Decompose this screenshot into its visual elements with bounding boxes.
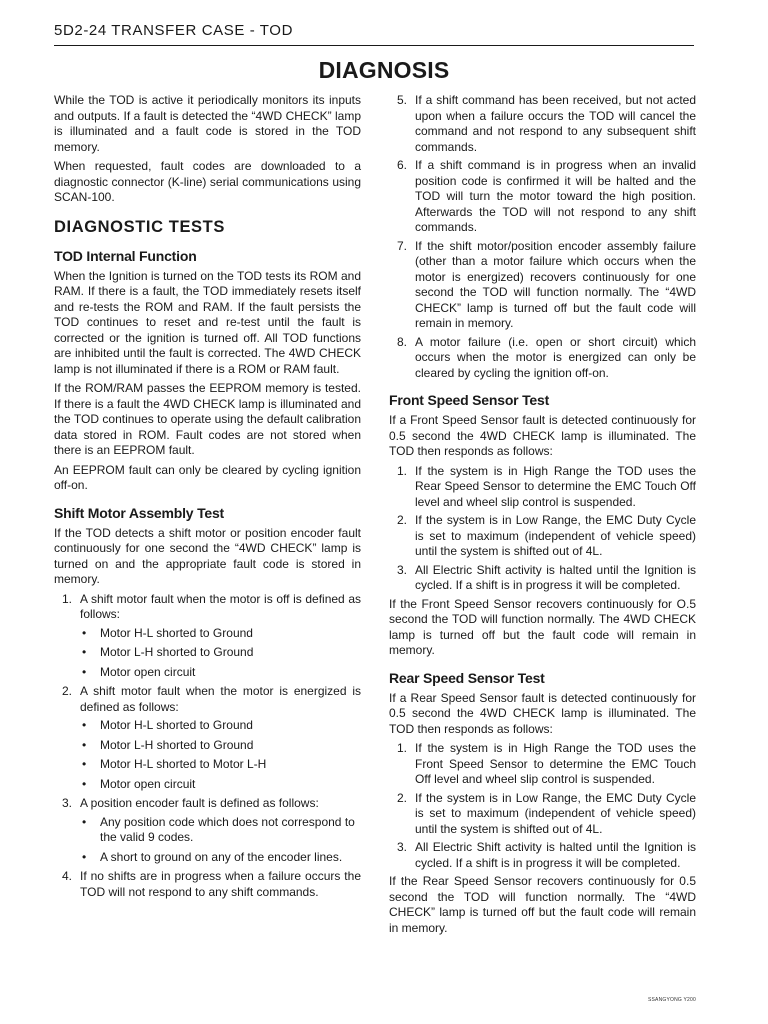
bullet-icon: •: [82, 718, 87, 732]
bullet-item: [80, 815, 361, 846]
list-item-text: A shift motor fault when the motor is off is defined as follows:: [80, 591, 361, 621]
body-paragraph: If the TOD detects a shift motor or position encoder fault continuously for one second the “4WD CHECK” lamp is turned on and the appropriate fault code is stored in memory.: [54, 525, 361, 586]
list-item-text: A motor failure (i.e. open or short circuit) which occurs when the motor is energized can only be cleared by cycling the ignition off-on.: [415, 334, 696, 380]
subsection-heading-front-speed-sensor: Front Speed Sensor Test: [389, 392, 550, 408]
list-item: [389, 513, 696, 560]
bullet-list: [80, 718, 361, 792]
list-item: [389, 93, 696, 155]
list-number: 5.: [397, 93, 408, 107]
list-item: [389, 791, 696, 838]
bullet-icon: •: [82, 737, 87, 752]
body-paragraph: If a Rear Speed Sensor fault is detected continuously for 0.5 second the 4WD CHECK lamp is illuminated. The TOD then responds as follows:: [389, 690, 696, 736]
list-item: [389, 840, 696, 871]
bullet-icon: •: [82, 776, 87, 791]
bullet-icon: •: [82, 645, 87, 659]
list-item-text: If the system is in Low Range, the EMC Duty Cycle is set to maximum (independent of vehicle speed) until the system is shifted out of 4L.: [415, 790, 696, 836]
list-item-text: If the system is in High Range the TOD uses the Front Speed Sensor to determine the EMC Touch Off level and wheel slip control is suspended.: [415, 741, 696, 786]
body-paragraph: An EEPROM fault can only be cleared by cycling ignition off-on.: [54, 462, 361, 492]
list-number: 2.: [62, 684, 73, 698]
bullet-text: Motor H-L shorted to Motor L-H: [100, 757, 267, 771]
list-item: [389, 239, 696, 332]
shift-motor-list-continued: [389, 93, 696, 381]
right-column: [389, 93, 696, 940]
list-number: 2.: [397, 513, 408, 527]
front-sensor-list: [389, 464, 696, 594]
list-item: [389, 563, 696, 594]
list-item-text: All Electric Shift activity is halted until the Ignition is cycled. If a shift is in progress it will be completed.: [415, 562, 696, 592]
subsection-heading-shift-motor: Shift Motor Assembly Test: [54, 504, 225, 521]
list-number: 4.: [62, 869, 73, 883]
bullet-icon: •: [82, 625, 87, 640]
header-rule: [54, 45, 694, 46]
list-number: 8.: [397, 334, 408, 349]
shift-motor-list: [54, 592, 361, 901]
list-item: [54, 869, 361, 900]
subsection-heading-internal-function: TOD Internal Function: [54, 247, 197, 264]
bullet-icon: •: [82, 814, 87, 829]
left-column: [54, 93, 361, 903]
bullet-list: [80, 626, 361, 681]
bullet-text: Motor L-H shorted to Ground: [100, 737, 254, 752]
list-item-text: A position encoder fault is defined as follows:: [80, 796, 319, 810]
list-item: [54, 684, 361, 792]
list-item-text: If the system is in High Range the TOD uses the Rear Speed Sensor to determine the EMC Touch Off level and wheel slip control is suspended.: [415, 463, 696, 509]
section-heading-diagnostic-tests: DIAGNOSTIC TESTS: [54, 217, 225, 236]
bullet-item: [80, 757, 361, 773]
body-paragraph: If the Rear Speed Sensor recovers continuously for 0.5 second the TOD will function normally. The “4WD CHECK” lamp is turned off but the fault code will remain in memory.: [389, 874, 696, 935]
bullet-icon: •: [82, 757, 87, 771]
list-item-text: If no shifts are in progress when a failure occurs the TOD will not respond to any shift commands.: [80, 869, 361, 899]
list-number: 1.: [397, 463, 408, 478]
page-title: DIAGNOSIS: [318, 57, 450, 83]
bullet-item: [80, 645, 361, 661]
body-paragraph: If the ROM/RAM passes the EEPROM memory is tested. If there is a fault the 4WD CHECK lamp is illuminated and the TOD continues to operate using the default calibration data stored in ROM. Fault codes are not stored when there is an EEPROM fault.: [54, 381, 361, 457]
bullet-item: [80, 665, 361, 681]
body-paragraph: If the Front Speed Sensor recovers continuously for O.5 second the TOD will function normally. The 4WD CHECK lamp is turned off but the fault code will remain in memory.: [389, 596, 696, 657]
list-number: 1.: [62, 591, 73, 606]
list-item-text: If the shift motor/position encoder assembly failure (other than a motor failure which occurs when the motor is energized) recovers continuously for one second the TOD will function normally. The “4WD CHECK” lamp is turned off but the fault code will remain in memory.: [415, 238, 696, 330]
bullet-text: Motor open circuit: [100, 776, 196, 791]
bullet-item: [80, 850, 361, 866]
page-header: 5D2-24 TRANSFER CASE - TOD: [54, 22, 293, 39]
bullet-item: [80, 777, 361, 793]
list-number: 3.: [62, 796, 73, 810]
list-item: [54, 592, 361, 681]
list-item: [389, 335, 696, 382]
bullet-list: [80, 815, 361, 866]
intro-paragraph: When requested, fault codes are downloaded to a diagnostic connector (K-line) serial communications using SCAN-100.: [54, 159, 361, 204]
list-item-text: If a shift command is in progress when an invalid position code is confirmed it will be halted and the TOD will turn the motor toward the high position. Afterwards the TOD will not respond to any shift commands.: [415, 158, 696, 234]
list-number: 7.: [397, 238, 408, 253]
list-item: [389, 741, 696, 788]
list-item: [389, 158, 696, 236]
list-item-text: A shift motor fault when the motor is energized is defined as follows:: [80, 684, 361, 714]
subsection-heading-rear-speed-sensor: Rear Speed Sensor Test: [389, 669, 545, 686]
bullet-text: Any position code which does not correspond to the valid 9 codes.: [100, 814, 355, 844]
bullet-text: Motor H-L shorted to Ground: [100, 718, 253, 732]
bullet-item: [80, 738, 361, 754]
list-number: 1.: [397, 741, 408, 755]
bullet-icon: •: [82, 849, 87, 864]
bullet-item: [80, 718, 361, 734]
bullet-item: [80, 626, 361, 642]
bullet-text: A short to ground on any of the encoder lines.: [100, 849, 343, 864]
bullet-icon: •: [82, 664, 87, 679]
list-item-text: If a shift command has been received, but not acted upon when a failure occurs the TOD will cancel the command and not respond to any subsequent shift commands.: [415, 93, 696, 154]
intro-paragraph: While the TOD is active it periodically monitors its inputs and outputs. If a fault is detected the “4WD CHECK” lamp is illuminated and a fault code is stored in the TOD memory.: [54, 93, 361, 154]
list-item: [389, 464, 696, 511]
list-item: [54, 796, 361, 865]
bullet-text: Motor open circuit: [100, 664, 196, 679]
list-item-text: If the system is in Low Range, the EMC Duty Cycle is set to maximum (independent of vehicle speed) until the system is shifted out of 4L.: [415, 513, 696, 558]
list-item-text: All Electric Shift activity is halted until the Ignition is cycled. If a shift is in progress it will be completed.: [415, 840, 696, 870]
list-number: 2.: [397, 790, 408, 805]
footer-brand: SSANGYONG Y200: [647, 997, 696, 1003]
rear-sensor-list: [389, 741, 696, 871]
bullet-text: Motor H-L shorted to Ground: [100, 625, 253, 640]
list-number: 6.: [397, 158, 408, 172]
list-number: 3.: [397, 562, 408, 577]
bullet-text: Motor L-H shorted to Ground: [100, 645, 254, 659]
body-paragraph: When the Ignition is turned on the TOD tests its ROM and RAM. If there is a fault, the TOD immediately resets itself and re-tests the ROM and RAM. If the fault persists the TOD continues to reset and re-test until the fault is corrected or the ignition is turned off. All TOD functions are inhibited until the fault is corrected. The 4WD CHECK lamp is not illuminated if there is a ROM or RAM fault.: [54, 268, 361, 376]
body-paragraph: If a Front Speed Sensor fault is detected continuously for 0.5 second the 4WD CHECK lamp is illuminated. The TOD then responds as follows:: [389, 413, 696, 458]
list-number: 3.: [397, 840, 408, 854]
